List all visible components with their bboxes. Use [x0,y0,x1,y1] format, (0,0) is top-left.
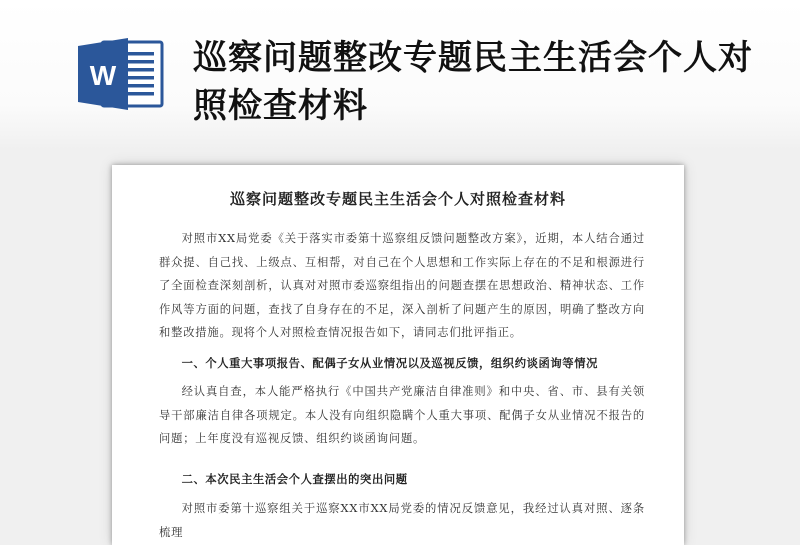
word-document-icon [76,38,168,110]
section-1-heading: 一、个人重大事项报告、配偶子女从业情况以及巡视反馈，组织约谈函询等情况 [181,356,598,370]
header-title: 巡察问题整改专题民主生活会个人对照检查材料 [193,38,753,126]
section-2-body: 对照市委第十巡察组关于巡察XX市XX局党委的情况反馈意见，我经过认真对照、逐条梳理 [159,502,645,539]
word-icon-letter: W [89,60,117,91]
section-1-body: 经认真自查，本人能严格执行《中国共产党廉洁自律准则》和中央、省、市、县有关领导干部廉洁自律各项规定。本人没有向组织隐瞒个人重大事项、配偶子女从业情况不报告的问题；上年度没有巡视反馈、组织约谈函询问题。 [159,385,645,445]
section-2-heading: 二、本次民主生活会个人查摆出的突出问题 [181,472,408,486]
document-page [112,165,684,545]
document-title: 巡察问题整改专题民主生活会个人对照检查材料 [229,190,566,208]
intro-paragraph: 对照市XX局党委《关于落实市委第十巡察组反馈问题整改方案》，近期，本人结合通过群众提、自己找、上级点、互相帮，对自己在个人思想和工作实际上存在的不足和根源进行了全面检查深刻剖析，认真对对照市委巡察组指出的问题查摆在思想政治、精神状态、工作作风等方面的问题，查找了自身存在的不足，深入剖析了问题产生的原因，明确了整改方向和整改措施。现将个人对照检查情况报告如下，请同志们批评指正。 [159,232,645,339]
